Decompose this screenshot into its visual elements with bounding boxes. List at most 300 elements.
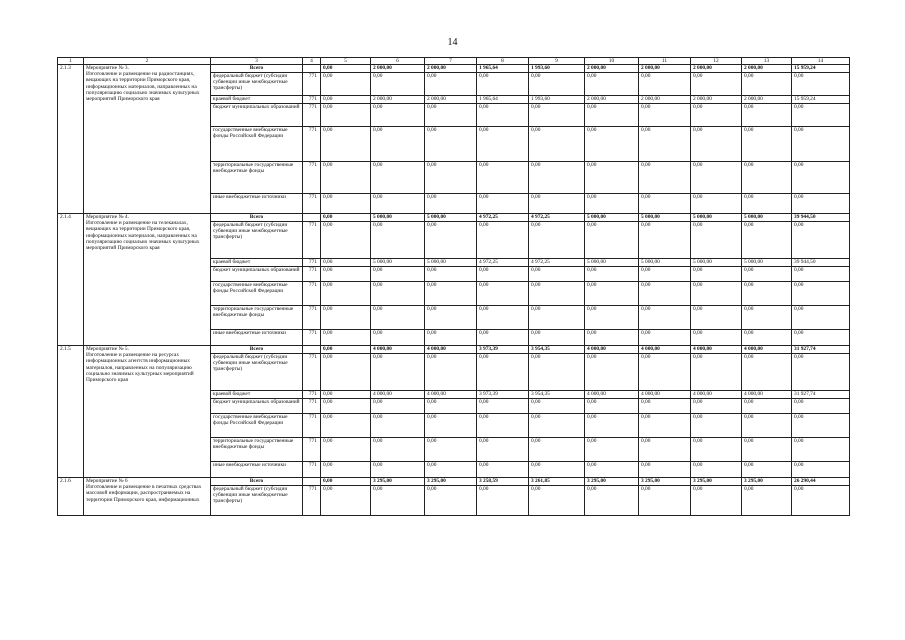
amount-cell: 3 258,59 (477, 478, 529, 486)
amount-cell: 0,00 (321, 478, 371, 486)
amount-cell: 0,00 (371, 104, 425, 127)
amount-cell: 0,00 (691, 486, 742, 516)
amount-cell: 5 000,00 (585, 259, 639, 267)
amount-cell: 0,00 (691, 414, 742, 438)
grbs-code: 771 (303, 438, 321, 462)
amount-cell: 0,00 (585, 399, 639, 414)
amount-cell: 0,00 (425, 162, 477, 194)
grbs-code: 771 (303, 414, 321, 438)
amount-cell: 0,00 (321, 354, 371, 391)
grbs-code: 771 (303, 73, 321, 96)
amount-cell: 3 954,35 (529, 391, 585, 399)
amount-cell: 5 000,00 (639, 259, 691, 267)
amount-cell: 0,00 (742, 162, 792, 194)
amount-cell: 4 000,00 (585, 346, 639, 354)
amount-cell: 0,00 (321, 194, 371, 214)
amount-cell: 0,00 (529, 267, 585, 282)
amount-cell: 5 000,00 (425, 259, 477, 267)
funding-source-label: иные внебюджетные источники (211, 330, 303, 346)
amount-cell: 5 000,00 (639, 214, 691, 222)
amount-cell: 31 927,74 (792, 391, 850, 399)
amount-cell: 0,00 (585, 330, 639, 346)
table-row (58, 478, 850, 486)
amount-cell: 0,00 (742, 306, 792, 330)
amount-cell: 0,00 (585, 438, 639, 462)
amount-cell: 0,00 (792, 438, 850, 462)
amount-cell: 0,00 (792, 330, 850, 346)
amount-cell: 0,00 (425, 306, 477, 330)
amount-cell: 0,00 (477, 162, 529, 194)
funding-source-label: федеральный бюджет (субсидии субвенции иные межбюджетные трансферты) (211, 73, 303, 96)
amount-cell: 0,00 (639, 306, 691, 330)
column-number-row (58, 58, 850, 65)
amount-cell: 0,00 (792, 486, 850, 516)
amount-cell: 0,00 (321, 438, 371, 462)
amount-cell: 0,00 (742, 354, 792, 391)
grbs-code: 771 (303, 486, 321, 516)
amount-cell: 0,00 (477, 438, 529, 462)
amount-cell: 3 973,39 (477, 391, 529, 399)
amount-cell: 2 000,00 (371, 65, 425, 73)
amount-cell: 2 000,00 (742, 65, 792, 73)
amount-cell: 0,00 (792, 354, 850, 391)
measure-name-cell (84, 65, 211, 214)
amount-cell: 0,00 (425, 438, 477, 462)
funding-source-label: краевой бюджет (211, 96, 303, 104)
column-number: 1 (58, 58, 84, 65)
amount-cell: 5 000,00 (371, 214, 425, 222)
amount-cell: 0,00 (425, 399, 477, 414)
amount-cell: 0,00 (742, 462, 792, 478)
amount-cell: 0,00 (321, 282, 371, 306)
grbs-code: 771 (303, 162, 321, 194)
amount-cell: 4 000,00 (639, 391, 691, 399)
amount-cell: 3 261,85 (529, 478, 585, 486)
amount-cell: 0,00 (529, 222, 585, 259)
amount-cell: 0,00 (529, 414, 585, 438)
amount-cell: 5 000,00 (691, 214, 742, 222)
amount-cell: 0,00 (691, 194, 742, 214)
amount-cell: 3 295,00 (691, 478, 742, 486)
amount-cell: 0,00 (477, 354, 529, 391)
amount-cell: 26 290,44 (792, 478, 850, 486)
amount-cell: 0,00 (371, 438, 425, 462)
amount-cell: 0,00 (425, 194, 477, 214)
measure-name-cell (84, 478, 211, 516)
amount-cell: 5 000,00 (371, 259, 425, 267)
amount-cell: 0,00 (371, 267, 425, 282)
amount-cell: 0,00 (425, 267, 477, 282)
amount-cell: 4 000,00 (742, 346, 792, 354)
amount-cell: 39 944,50 (792, 214, 850, 222)
amount-cell: 0,00 (792, 162, 850, 194)
amount-cell: 3 954,35 (529, 346, 585, 354)
amount-cell: 1 965,64 (477, 96, 529, 104)
amount-cell: 4 000,00 (371, 346, 425, 354)
funding-source-label: бюджет муниципальных образований (211, 104, 303, 127)
amount-cell: 0,00 (691, 73, 742, 96)
grbs-code: 771 (303, 306, 321, 330)
grbs-code: 771 (303, 399, 321, 414)
amount-cell: 0,00 (742, 104, 792, 127)
amount-cell: 0,00 (321, 486, 371, 516)
amount-cell: 0,00 (585, 104, 639, 127)
amount-cell: 0,00 (742, 330, 792, 346)
amount-cell: 0,00 (321, 214, 371, 222)
column-number: 13 (742, 58, 792, 65)
amount-cell: 0,00 (742, 414, 792, 438)
column-number: 3 (211, 58, 303, 65)
amount-cell: 4 000,00 (742, 391, 792, 399)
amount-cell: 3 295,00 (425, 478, 477, 486)
amount-cell: 0,00 (321, 399, 371, 414)
amount-cell: 3 295,00 (639, 478, 691, 486)
funding-source-label: иные внебюджетные источники (211, 462, 303, 478)
amount-cell: 0,00 (742, 486, 792, 516)
amount-cell: 3 295,00 (371, 478, 425, 486)
amount-cell: 4 000,00 (585, 391, 639, 399)
amount-cell: 0,00 (477, 222, 529, 259)
table-body (58, 58, 850, 516)
amount-cell: 0,00 (477, 127, 529, 162)
amount-cell: 0,00 (742, 127, 792, 162)
amount-cell: 0,00 (321, 65, 371, 73)
grbs-code (303, 346, 321, 354)
amount-cell: 0,00 (639, 330, 691, 346)
grbs-code: 771 (303, 96, 321, 104)
grbs-code: 771 (303, 127, 321, 162)
amount-cell: 0,00 (691, 330, 742, 346)
amount-cell: 0,00 (477, 194, 529, 214)
measure-description: Изготовление и размещение на радиостанциях, вещающих на территории Приморского края, информационных материалов, направленных на популяризацию социально значимых культурных мероприятий Приморского края (86, 71, 200, 103)
funding-source-label: территориальные государственные внебюджетные фонды (211, 306, 303, 330)
amount-cell: 0,00 (529, 127, 585, 162)
measure-name-cell (84, 214, 211, 346)
grbs-code: 771 (303, 104, 321, 127)
measure-code: 2.1.5 (58, 346, 84, 478)
amount-cell: 0,00 (371, 306, 425, 330)
amount-cell: 4 000,00 (371, 391, 425, 399)
amount-cell: 0,00 (477, 462, 529, 478)
amount-cell: 4 972,25 (477, 259, 529, 267)
amount-cell: 0,00 (691, 306, 742, 330)
measure-description: Изготовление и размещение на телеканалах, вещающих на территории Приморского края, информационных материалов, направленных на популяризацию социально значимых культурных мероприятий Приморского края (86, 220, 200, 252)
funding-source-label: Всего (211, 65, 303, 73)
amount-cell: 2 000,00 (585, 96, 639, 104)
amount-cell: 1 993,60 (529, 65, 585, 73)
measure-name: Мероприятие № 4. (86, 214, 129, 220)
amount-cell: 0,00 (321, 259, 371, 267)
funding-source-label: территориальные государственные внебюджетные фонды (211, 438, 303, 462)
funding-source-label: Всего (211, 346, 303, 354)
amount-cell: 0,00 (321, 346, 371, 354)
grbs-code (303, 214, 321, 222)
amount-cell: 0,00 (371, 222, 425, 259)
amount-cell: 2 000,00 (639, 65, 691, 73)
amount-cell: 0,00 (691, 267, 742, 282)
amount-cell: 2 000,00 (425, 96, 477, 104)
amount-cell: 0,00 (371, 414, 425, 438)
amount-cell: 0,00 (529, 306, 585, 330)
amount-cell: 0,00 (691, 282, 742, 306)
amount-cell: 0,00 (529, 486, 585, 516)
amount-cell: 39 944,50 (792, 259, 850, 267)
amount-cell: 0,00 (792, 282, 850, 306)
amount-cell: 0,00 (529, 104, 585, 127)
funding-source-label: федеральный бюджет (субсидии субвенции иные межбюджетные трансферты) (211, 354, 303, 391)
funding-source-label: федеральный бюджет (субсидии субвенции иные межбюджетные трансферты) (211, 486, 303, 516)
column-number: 5 (321, 58, 371, 65)
amount-cell: 0,00 (371, 399, 425, 414)
funding-source-label: иные внебюджетные источники (211, 194, 303, 214)
amount-cell: 0,00 (371, 282, 425, 306)
amount-cell: 2 000,00 (742, 96, 792, 104)
amount-cell: 0,00 (742, 438, 792, 462)
amount-cell: 0,00 (639, 104, 691, 127)
amount-cell: 0,00 (321, 222, 371, 259)
column-number: 12 (691, 58, 742, 65)
amount-cell: 1 993,60 (529, 96, 585, 104)
amount-cell: 0,00 (585, 162, 639, 194)
amount-cell: 0,00 (529, 73, 585, 96)
amount-cell: 4 000,00 (639, 346, 691, 354)
amount-cell: 5 000,00 (742, 259, 792, 267)
amount-cell: 0,00 (477, 330, 529, 346)
amount-cell: 0,00 (477, 104, 529, 127)
amount-cell: 1 965,64 (477, 65, 529, 73)
column-number: 4 (303, 58, 321, 65)
amount-cell: 0,00 (529, 354, 585, 391)
amount-cell: 0,00 (529, 438, 585, 462)
amount-cell: 0,00 (639, 127, 691, 162)
column-number: 9 (529, 58, 585, 65)
amount-cell: 0,00 (425, 486, 477, 516)
amount-cell: 2 000,00 (425, 65, 477, 73)
amount-cell: 0,00 (585, 462, 639, 478)
measure-name: Мероприятие № 6 (86, 478, 128, 484)
amount-cell: 0,00 (691, 399, 742, 414)
amount-cell: 0,00 (425, 127, 477, 162)
grbs-code (303, 478, 321, 486)
grbs-code: 771 (303, 267, 321, 282)
amount-cell: 0,00 (742, 194, 792, 214)
amount-cell: 4 000,00 (425, 346, 477, 354)
grbs-code: 771 (303, 194, 321, 214)
amount-cell: 0,00 (425, 282, 477, 306)
amount-cell: 0,00 (585, 282, 639, 306)
amount-cell: 3 295,00 (742, 478, 792, 486)
amount-cell: 5 000,00 (585, 214, 639, 222)
amount-cell: 0,00 (477, 399, 529, 414)
amount-cell: 0,00 (425, 330, 477, 346)
amount-cell: 0,00 (477, 73, 529, 96)
amount-cell: 0,00 (639, 399, 691, 414)
amount-cell: 2 000,00 (585, 65, 639, 73)
amount-cell: 0,00 (371, 194, 425, 214)
amount-cell: 0,00 (321, 462, 371, 478)
amount-cell: 4 000,00 (691, 346, 742, 354)
amount-cell: 0,00 (371, 354, 425, 391)
amount-cell: 0,00 (529, 282, 585, 306)
amount-cell: 0,00 (321, 267, 371, 282)
amount-cell: 0,00 (477, 267, 529, 282)
amount-cell: 0,00 (425, 73, 477, 96)
amount-cell: 0,00 (639, 267, 691, 282)
amount-cell: 0,00 (529, 462, 585, 478)
measure-name: Мероприятие № 5. (86, 346, 129, 352)
budget-table (57, 57, 850, 516)
amount-cell: 4 972,25 (477, 214, 529, 222)
amount-cell: 0,00 (425, 414, 477, 438)
amount-cell: 0,00 (639, 73, 691, 96)
amount-cell: 5 000,00 (425, 214, 477, 222)
funding-source-label: бюджет муниципальных образований (211, 267, 303, 282)
amount-cell: 0,00 (691, 354, 742, 391)
amount-cell: 0,00 (792, 104, 850, 127)
amount-cell: 0,00 (425, 462, 477, 478)
amount-cell: 0,00 (792, 73, 850, 96)
amount-cell: 0,00 (639, 162, 691, 194)
funding-source-label: государственные внебюджетные фонды Российской Федерации (211, 414, 303, 438)
amount-cell: 0,00 (585, 414, 639, 438)
amount-cell: 0,00 (321, 127, 371, 162)
measure-description: Изготовление и размещение в печатных средствах массовой информации, распространяемых на территории Приморского края, информационных (86, 484, 202, 503)
amount-cell: 0,00 (639, 354, 691, 391)
amount-cell: 0,00 (639, 282, 691, 306)
funding-source-label: краевой бюджет (211, 259, 303, 267)
amount-cell: 0,00 (321, 104, 371, 127)
amount-cell: 3 973,39 (477, 346, 529, 354)
funding-source-label: бюджет муниципальных образований (211, 399, 303, 414)
column-number: 11 (639, 58, 691, 65)
grbs-code: 771 (303, 222, 321, 259)
amount-cell: 0,00 (691, 162, 742, 194)
amount-cell: 0,00 (321, 391, 371, 399)
amount-cell: 0,00 (529, 330, 585, 346)
amount-cell: 0,00 (371, 486, 425, 516)
grbs-code (303, 65, 321, 73)
column-number: 7 (425, 58, 477, 65)
amount-cell: 0,00 (371, 162, 425, 194)
amount-cell: 0,00 (585, 222, 639, 259)
amount-cell: 0,00 (639, 414, 691, 438)
amount-cell: 0,00 (639, 438, 691, 462)
amount-cell: 0,00 (742, 282, 792, 306)
amount-cell: 0,00 (585, 127, 639, 162)
amount-cell: 0,00 (477, 306, 529, 330)
amount-cell: 0,00 (639, 486, 691, 516)
measure-code: 2.1.3 (58, 65, 84, 214)
amount-cell: 4 000,00 (425, 391, 477, 399)
amount-cell: 0,00 (529, 399, 585, 414)
amount-cell: 0,00 (477, 486, 529, 516)
amount-cell: 2 000,00 (639, 96, 691, 104)
amount-cell: 0,00 (321, 162, 371, 194)
amount-cell: 0,00 (639, 462, 691, 478)
amount-cell: 0,00 (529, 162, 585, 194)
amount-cell: 2 000,00 (691, 65, 742, 73)
amount-cell: 0,00 (321, 414, 371, 438)
amount-cell: 0,00 (321, 73, 371, 96)
amount-cell: 0,00 (691, 462, 742, 478)
amount-cell: 0,00 (691, 222, 742, 259)
amount-cell: 0,00 (477, 414, 529, 438)
amount-cell: 0,00 (691, 438, 742, 462)
amount-cell: 0,00 (371, 73, 425, 96)
measure-code: 2.1.6 (58, 478, 84, 516)
column-number: 14 (792, 58, 850, 65)
amount-cell: 0,00 (742, 267, 792, 282)
amount-cell: 0,00 (585, 73, 639, 96)
amount-cell: 0,00 (742, 222, 792, 259)
grbs-code: 771 (303, 391, 321, 399)
funding-source-label: государственные внебюджетные фонды Российской Федерации (211, 127, 303, 162)
amount-cell: 0,00 (792, 399, 850, 414)
amount-cell: 0,00 (585, 306, 639, 330)
amount-cell: 0,00 (321, 330, 371, 346)
grbs-code: 771 (303, 354, 321, 391)
amount-cell: 0,00 (585, 354, 639, 391)
table-row (58, 65, 850, 73)
amount-cell: 0,00 (425, 104, 477, 127)
amount-cell: 0,00 (321, 96, 371, 104)
amount-cell: 4 000,00 (691, 391, 742, 399)
amount-cell: 5 000,00 (691, 259, 742, 267)
column-number: 8 (477, 58, 529, 65)
measure-description: Изготовление и размещение на ресурсах информационных агентств информационных материалов, направленных на популяризацию социально значимых культурных мероприятий Приморского края (86, 352, 194, 384)
table-row (58, 346, 850, 354)
amount-cell: 0,00 (639, 194, 691, 214)
table-row (58, 214, 850, 222)
grbs-code: 771 (303, 259, 321, 267)
grbs-code: 771 (303, 462, 321, 478)
amount-cell: 15 959,24 (792, 96, 850, 104)
amount-cell: 0,00 (585, 194, 639, 214)
amount-cell: 5 000,00 (742, 214, 792, 222)
funding-source-label: федеральный бюджет (субсидии субвенции иные межбюджетные трансферты) (211, 222, 303, 259)
page-number: 14 (447, 37, 458, 48)
amount-cell: 0,00 (792, 414, 850, 438)
amount-cell: 0,00 (477, 282, 529, 306)
amount-cell: 0,00 (792, 267, 850, 282)
funding-source-label: Всего (211, 214, 303, 222)
amount-cell: 0,00 (371, 462, 425, 478)
amount-cell: 15 959,24 (792, 65, 850, 73)
amount-cell: 0,00 (585, 486, 639, 516)
amount-cell: 0,00 (321, 306, 371, 330)
amount-cell: 0,00 (691, 127, 742, 162)
column-number: 10 (585, 58, 639, 65)
amount-cell: 0,00 (371, 127, 425, 162)
grbs-code: 771 (303, 330, 321, 346)
measure-code: 2.1.4 (58, 214, 84, 346)
amount-cell: 3 295,00 (585, 478, 639, 486)
amount-cell: 31 927,74 (792, 346, 850, 354)
grbs-code: 771 (303, 282, 321, 306)
amount-cell: 0,00 (792, 127, 850, 162)
amount-cell: 0,00 (425, 222, 477, 259)
funding-source-label: государственные внебюджетные фонды Российской Федерации (211, 282, 303, 306)
amount-cell: 0,00 (742, 73, 792, 96)
amount-cell: 0,00 (792, 306, 850, 330)
measure-name: Мероприятие № 3. (86, 65, 129, 71)
amount-cell: 4 972,25 (529, 259, 585, 267)
amount-cell: 0,00 (742, 399, 792, 414)
column-number: 6 (371, 58, 425, 65)
measure-name-cell (84, 346, 211, 478)
amount-cell: 0,00 (425, 354, 477, 391)
amount-cell: 2 000,00 (371, 96, 425, 104)
